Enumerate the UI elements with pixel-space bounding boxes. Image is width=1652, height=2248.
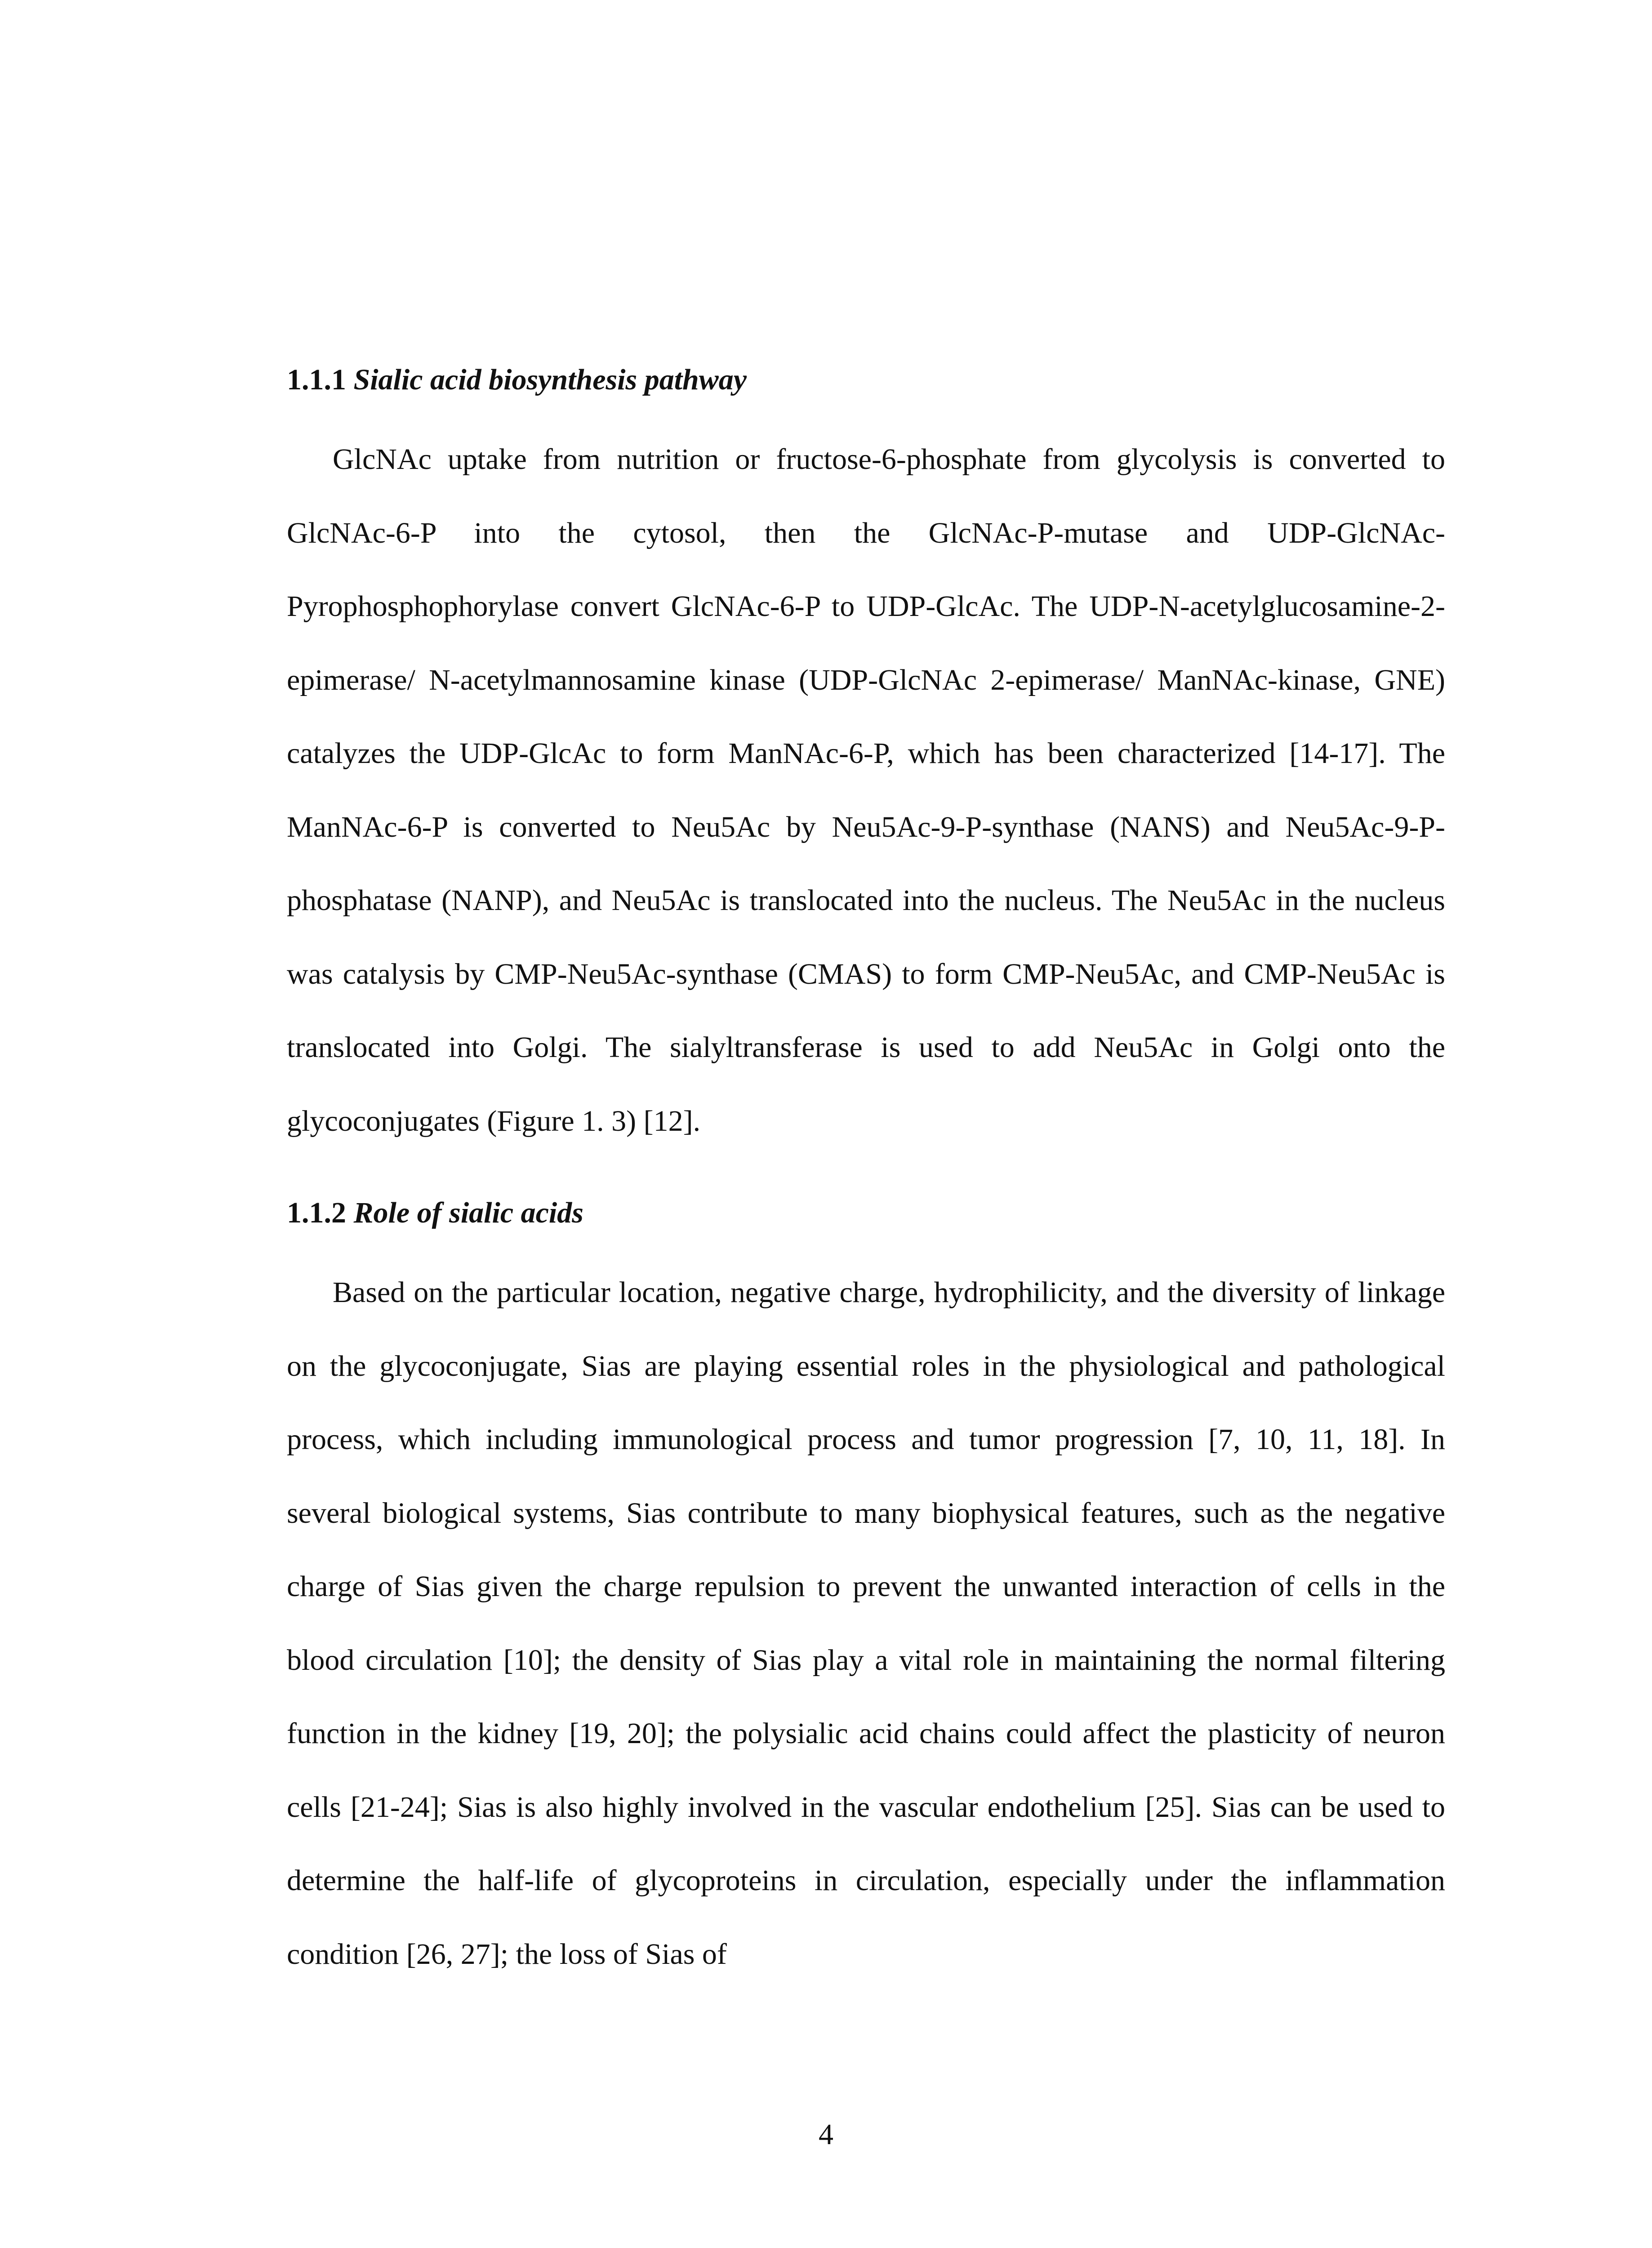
section-title: Sialic acid biosynthesis pathway <box>353 363 747 396</box>
section-heading-1-1-2 <box>287 1198 1445 1228</box>
page-body <box>287 365 1445 1991</box>
section-number: 1.1.1 <box>287 363 346 396</box>
body-paragraph: GlcNAc uptake from nutrition or fructose-6-phosphate from glycolysis is converted to GlcNAc-6-P into the cytosol, then the GlcNAc-P-mutase and UDP-GlcNAc-Pyrophosphophorylase convert GlcNAc-6-P to UDP-GlcAc. The UDP-N-acetylglucosamine-2-epimerase/ N-acetylmannosamine kinase (UDP-GlcNAc 2-epimerase/ ManNAc-kinase, GNE) catalyzes the UDP-GlcAc to form ManNAc-6-P, which has been characterized [14-17]. The ManNAc-6-P is converted to Neu5Ac by Neu5Ac-9-P-synthase (NANS) and Neu5Ac-9-P-phosphatase (NANP), and Neu5Ac is translocated into the nucleus. The Neu5Ac in the nucleus was catalysis by CMP-Neu5Ac-synthase (CMAS) to form CMP-Neu5Ac, and CMP-Neu5Ac is translocated into Golgi. The sialyltransferase is used to add Neu5Ac in Golgi onto the glycoconjugates (Figure 1. 3) [12]. <box>287 443 1445 1137</box>
page-number: 4 <box>819 2118 833 2151</box>
section-title: Role of sialic acids <box>353 1196 583 1229</box>
section-number: 1.1.2 <box>287 1196 346 1229</box>
section-heading-1-1-1 <box>287 365 1445 395</box>
body-paragraph: Based on the particular location, negative charge, hydrophilicity, and the diversity of linkage on the glycoconjugate, Sias are playing essential roles in the physiological and pathological process, which including immunological process and tumor progression [7, 10, 11, 18]. In several biological systems, Sias contribute to many biophysical features, such as the negative charge of Sias given the charge repulsion to prevent the unwanted interaction of cells in the blood circulation [10]; the density of Sias play a vital role in maintaining the normal filtering function in the kidney [19, 20]; the polysialic acid chains could affect the plasticity of neuron cells [21-24]; Sias is also highly involved in the vascular endothelium [25]. Sias can be used to determine the half-life of glycoproteins in circulation, especially under the inflammation condition [26, 27]; the loss of Sias of <box>287 1276 1445 1971</box>
